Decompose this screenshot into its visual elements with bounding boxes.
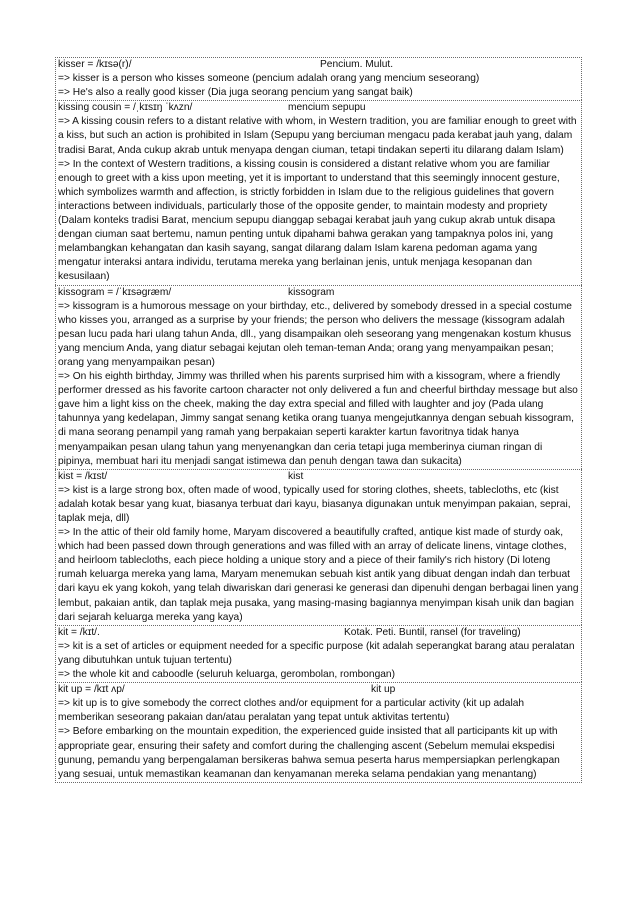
definition-line: => kissogram is a humorous message on your birthday, etc., delivered by somebody dressed in a special costume who kisses you, arranged as a surprise by your friends; the person who delivers the message (kissogram adalah pesan lucu pada hari ulang tahun Anda, dll., yang disampaikan oleh seseorang yang mengenakan kostum khusus yang mencium Anda, yang diatur sebagai kejutan oleh teman-teman Anda; orang yang menyampaikan pesan; orang yang menyampaikan pesan) bbox=[58, 300, 572, 368]
headword: kist = /kɪst/ bbox=[58, 470, 108, 482]
dictionary-entry bbox=[55, 100, 582, 284]
meaning: Pencium. Mulut. bbox=[320, 59, 394, 70]
entry-header bbox=[58, 683, 580, 697]
definition-line: => kit up is to give somebody the correct clothes and/or equipment for a particular activity (kit up adalah memberikan seseorang pakaian dan/atau peralatan yang tepat untuk aktivitas tertentu) bbox=[58, 698, 525, 724]
dictionary-entry bbox=[55, 469, 582, 625]
headword: kit up = /kɪt ʌp/ bbox=[58, 684, 125, 696]
dictionary-entry bbox=[55, 285, 582, 469]
entry-header bbox=[58, 626, 580, 640]
dictionary-entry bbox=[55, 625, 582, 682]
headword: kisser = /kɪsə(r)/ bbox=[58, 59, 132, 70]
meaning: kit up bbox=[371, 684, 396, 696]
definition-line: => kist is a large strong box, often made of wood, typically used for storing clothes, sheets, tablecloths, etc (kist adalah kotak besar yang kuat, biasanya terbuat dari kayu, biasanya digunakan untuk menyimpan pakaian, seprai, taplak meja, dll) bbox=[58, 484, 571, 524]
example-line: => Before embarking on the mountain expedition, the experienced guide insisted that all participants kit up with appropriate gear, ensuring their safety and comfort during the challenging ascent (Sebelum memulai ekspedisi gunung, pemandu yang berpengalaman bersikeras bahwa semua peserta harus mempersiapkan perlengkapan yang sesuai, untuk memastikan keamanan dan kenyamanan mereka selama pendakian yang menantang) bbox=[58, 726, 560, 780]
entry-header bbox=[58, 101, 580, 115]
headword: kissing cousin = /ˌkɪsɪŋ ˈkʌzn/ bbox=[58, 102, 193, 114]
definition-line: => kit is a set of articles or equipment needed for a specific purpose (kit adalah seperangkat barang atau peralatan yang dibutuhkan untuk tujuan tertentu) bbox=[58, 640, 575, 666]
headword: kit = /kɪt/. bbox=[58, 626, 100, 638]
dictionary-entry bbox=[55, 57, 582, 100]
entry-header bbox=[58, 286, 580, 300]
definition-line: => A kissing cousin refers to a distant relative with whom, in Western tradition, you are familiar enough to greet with a kiss, but such an action is prohibited in Islam (Sepupu yang berciuman mengacu pada kerabat jauh yang, dalam tradisi Barat, Anda cukup akrab untuk menyapa dengan ciuman, tetapi tindakan seperti itu dilarang dalam Islam) bbox=[58, 116, 577, 156]
headword: kissogram = /ˈkɪsəɡræm/ bbox=[58, 286, 172, 298]
example-line: => the whole kit and caboodle (seluruh keluarga, gerombolan, rombongan) bbox=[58, 669, 395, 681]
meaning: kist bbox=[288, 470, 304, 482]
entry-header bbox=[58, 58, 580, 72]
dictionary-entry bbox=[55, 682, 582, 783]
entry-header bbox=[58, 470, 580, 484]
example-line: => On his eighth birthday, Jimmy was thrilled when his parents surprised him with a kissogram, where a friendly performer dressed as his favorite cartoon character not only delivered a fun and cheerful birthday message but also gave him a light kiss on the cheek, making the day extra special and filled with laughter and joy (Pada ulang tahunnya yang kedelapan, Jimmy sangat senang ketika orang tuanya mengejutkannya dengan sebuah kissogram, di mana seorang penampil yang ramah yang berpakaian seperti karakter kartun favoritnya tidak hanya menyampaikan pesan ulang tahun yang menyenangkan dan ceria tetapi juga memberinya ciuman ringan di pipinya, membuat hari itu menjadi sangat istimewa dan penuh dengan tawa dan sukacita) bbox=[58, 371, 578, 467]
example-line: => In the attic of their old family home, Maryam discovered a beautifully crafted, antique kist made of sturdy oak, which had been passed down through generations and was filled with an array of delicate linens, vintage clothes, and heirloom tablecloths, each piece holding a unique story and a piece of their family's rich history (Di loteng rumah keluarga mereka yang lama, Maryam menemukan sebuah kist antik yang dibuat dengan indah dan terbuat dari kayu ek yang kokoh, yang telah diwariskan dari generasi ke generasi dan dipenuhi dengan berbagai linen yang lembut, pakaian antik, dan taplak meja pusaka, yang masing-masing bagiannya menyimpan kisah unik dan bagian dari sejarah keluarga mereka yang kaya) bbox=[58, 527, 579, 623]
definition-line: => kisser is a person who kisses someone (pencium adalah orang yang mencium seseorang) bbox=[58, 73, 480, 85]
example-line: => In the context of Western traditions, a kissing cousin is considered a distant relative whom you are familiar enough to greet with a kiss upon meeting, yet it is important to understand that this seemingly innocent gesture, which symbolizes warmth and affection, is strictly forbidden in Islam due to the religious guidelines that govern interactions between individuals, particularly those of the opposite gender, to maintain modesty and propriety (Dalam konteks tradisi Barat, mencium sepupu dianggap sebagai kerabat jauh yang cukup akrab untuk disapa dengan ciuman saat bertemu, namun penting untuk dipahami bahwa gerakan yang tampaknya polos ini, yang melambangkan kehangatan dan kasih sayang, sangat dilarang dalam Islam karena pedoman agama yang mengatur interaksi antara individu, terutama mereka yang berlainan jenis, untuk menjaga kesopanan dan kesusilaan) bbox=[58, 158, 560, 283]
example-line: => He's also a really good kisser (Dia juga seorang pencium yang sangat baik) bbox=[58, 87, 413, 99]
meaning: Kotak. Peti. Buntil, ransel (for traveling) bbox=[344, 626, 521, 638]
meaning: kissogram bbox=[288, 286, 335, 298]
meaning: mencium sepupu bbox=[288, 102, 366, 114]
dictionary-document bbox=[55, 57, 582, 783]
